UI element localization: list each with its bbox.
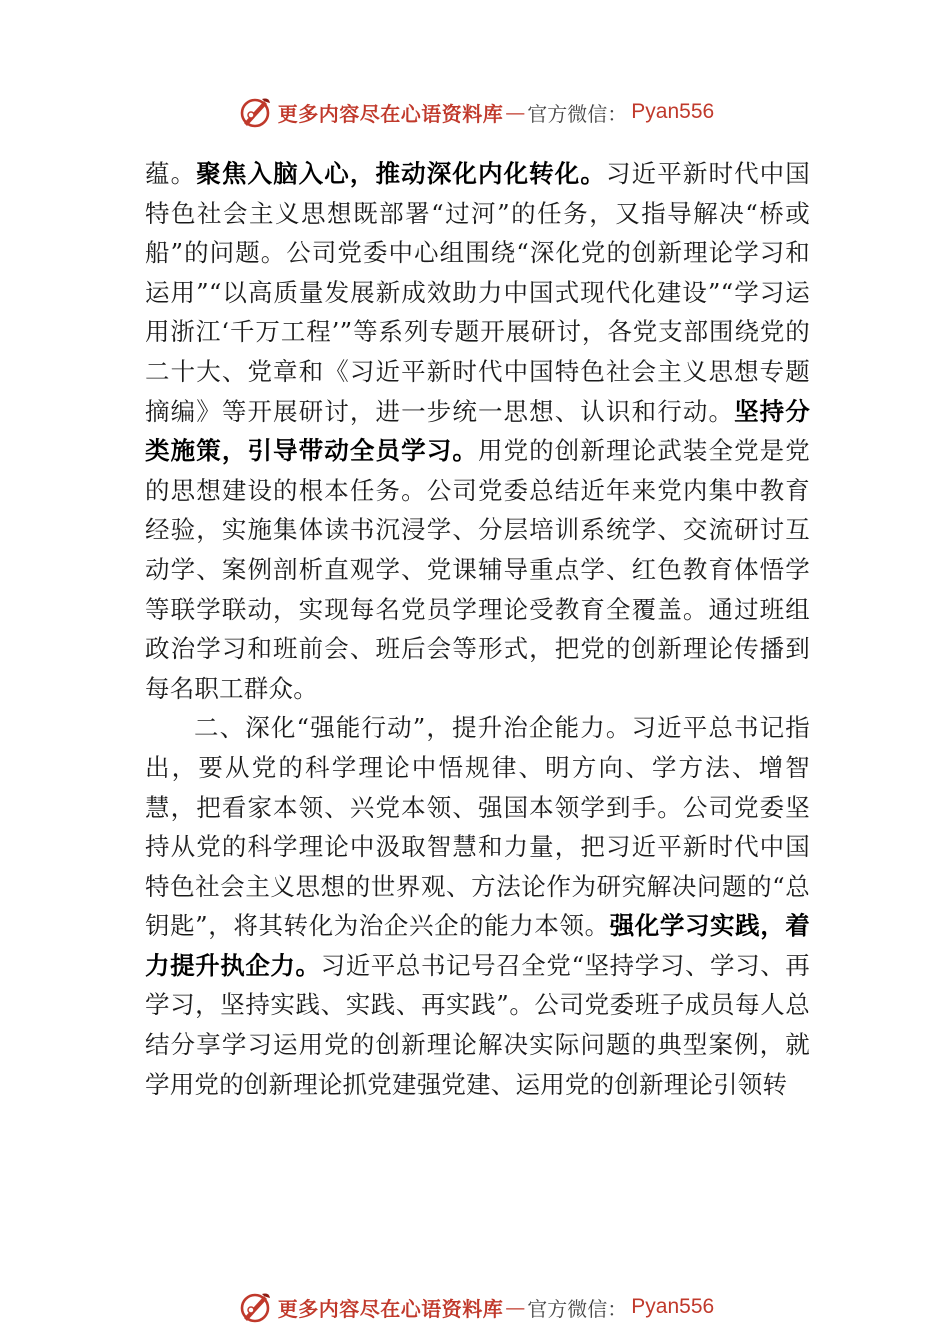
banner-wechat-id: Pyan556 [631,100,715,123]
header-banner [0,90,950,134]
paragraph-1-text-1: 蕴。 [145,159,197,188]
paragraph-1-text-3: 用党的创新理论武装全党是党的思想建设的根本任务。公司党委总结近年来党内集中教育经验，实施集体读书沉浸学、分层培训系统学、交流研讨互动学、案例剖析直观学、党课辅导重点学、红色教育体悟学等联学联动，实现每名党员学理论受教育全覆盖。通过班组政治学习和班前会、班后会等形式，把党的创新理论传播到每名职工群众。 [145,436,810,703]
paragraph-2-heading-1: 强化学习实践，着力提升执企力。 [145,911,810,980]
paragraph-1-text-2: 习近平新时代中国特色社会主义思想既部署“过河”的任务，又指导解决“桥或船”的问题。公司党委中心组围绕“深化党的创新理论学习和运用”“以高质量发展新成效助力中国式现代化建设”“学习运用浙江‘千万工程’”等系列专题开展研讨，各党支部围绕党的二十大、党章和《习近平新时代中国特色社会主义思想专题摘编》等开展研讨，进一步统一思想、认识和行动。 [145,159,810,426]
footer-brand-text: 更多内容尽在心语资料库 [277,1296,504,1321]
quill-circle-icon [236,1288,274,1326]
paragraph-2-text-2: 习近平总书记号召全党“坚持学习、学习、再学习，坚持实践、实践、再实践”。公司党委班子成员每人总结分享学习运用党的创新理论解决实际问题的典型案例，就学用党的创新理论抓党建强党建、运用党的创新理论引领转 [145,950,810,1099]
paragraph-1 [145,154,810,708]
paragraph-1-heading-1: 聚焦入脑入心，推动深化内化转化。 [196,159,607,188]
paragraph-2 [145,708,810,1104]
footer-banner [0,1285,950,1329]
document-body [145,154,810,1104]
footer-dash: — [505,1295,526,1319]
quill-circle-icon [236,93,274,131]
banner-brand-text: 更多内容尽在心语资料库 [277,101,504,126]
footer-wechat-label: 官方微信： [527,1296,628,1321]
banner-dash: — [505,100,526,124]
paragraph-2-text-1: 二、深化“强能行动”，提升治企能力。习近平总书记指出，要从党的科学理论中悟规律、明方向、学方法、增智慧，把看家本领、兴党本领、强国本领学到手。公司党委坚持从党的科学理论中汲取智慧和力量，把习近平新时代中国特色社会主义思想的世界观、方法论作为研究解决问题的“总钥匙”，将其转化为治企兴企的能力本领。 [145,713,810,941]
banner-wechat-label: 官方微信： [527,101,628,126]
paragraph-1-heading-2: 坚持分类施策，引导带动全员学习。 [145,396,810,466]
footer-wechat-id: Pyan556 [631,1295,715,1318]
